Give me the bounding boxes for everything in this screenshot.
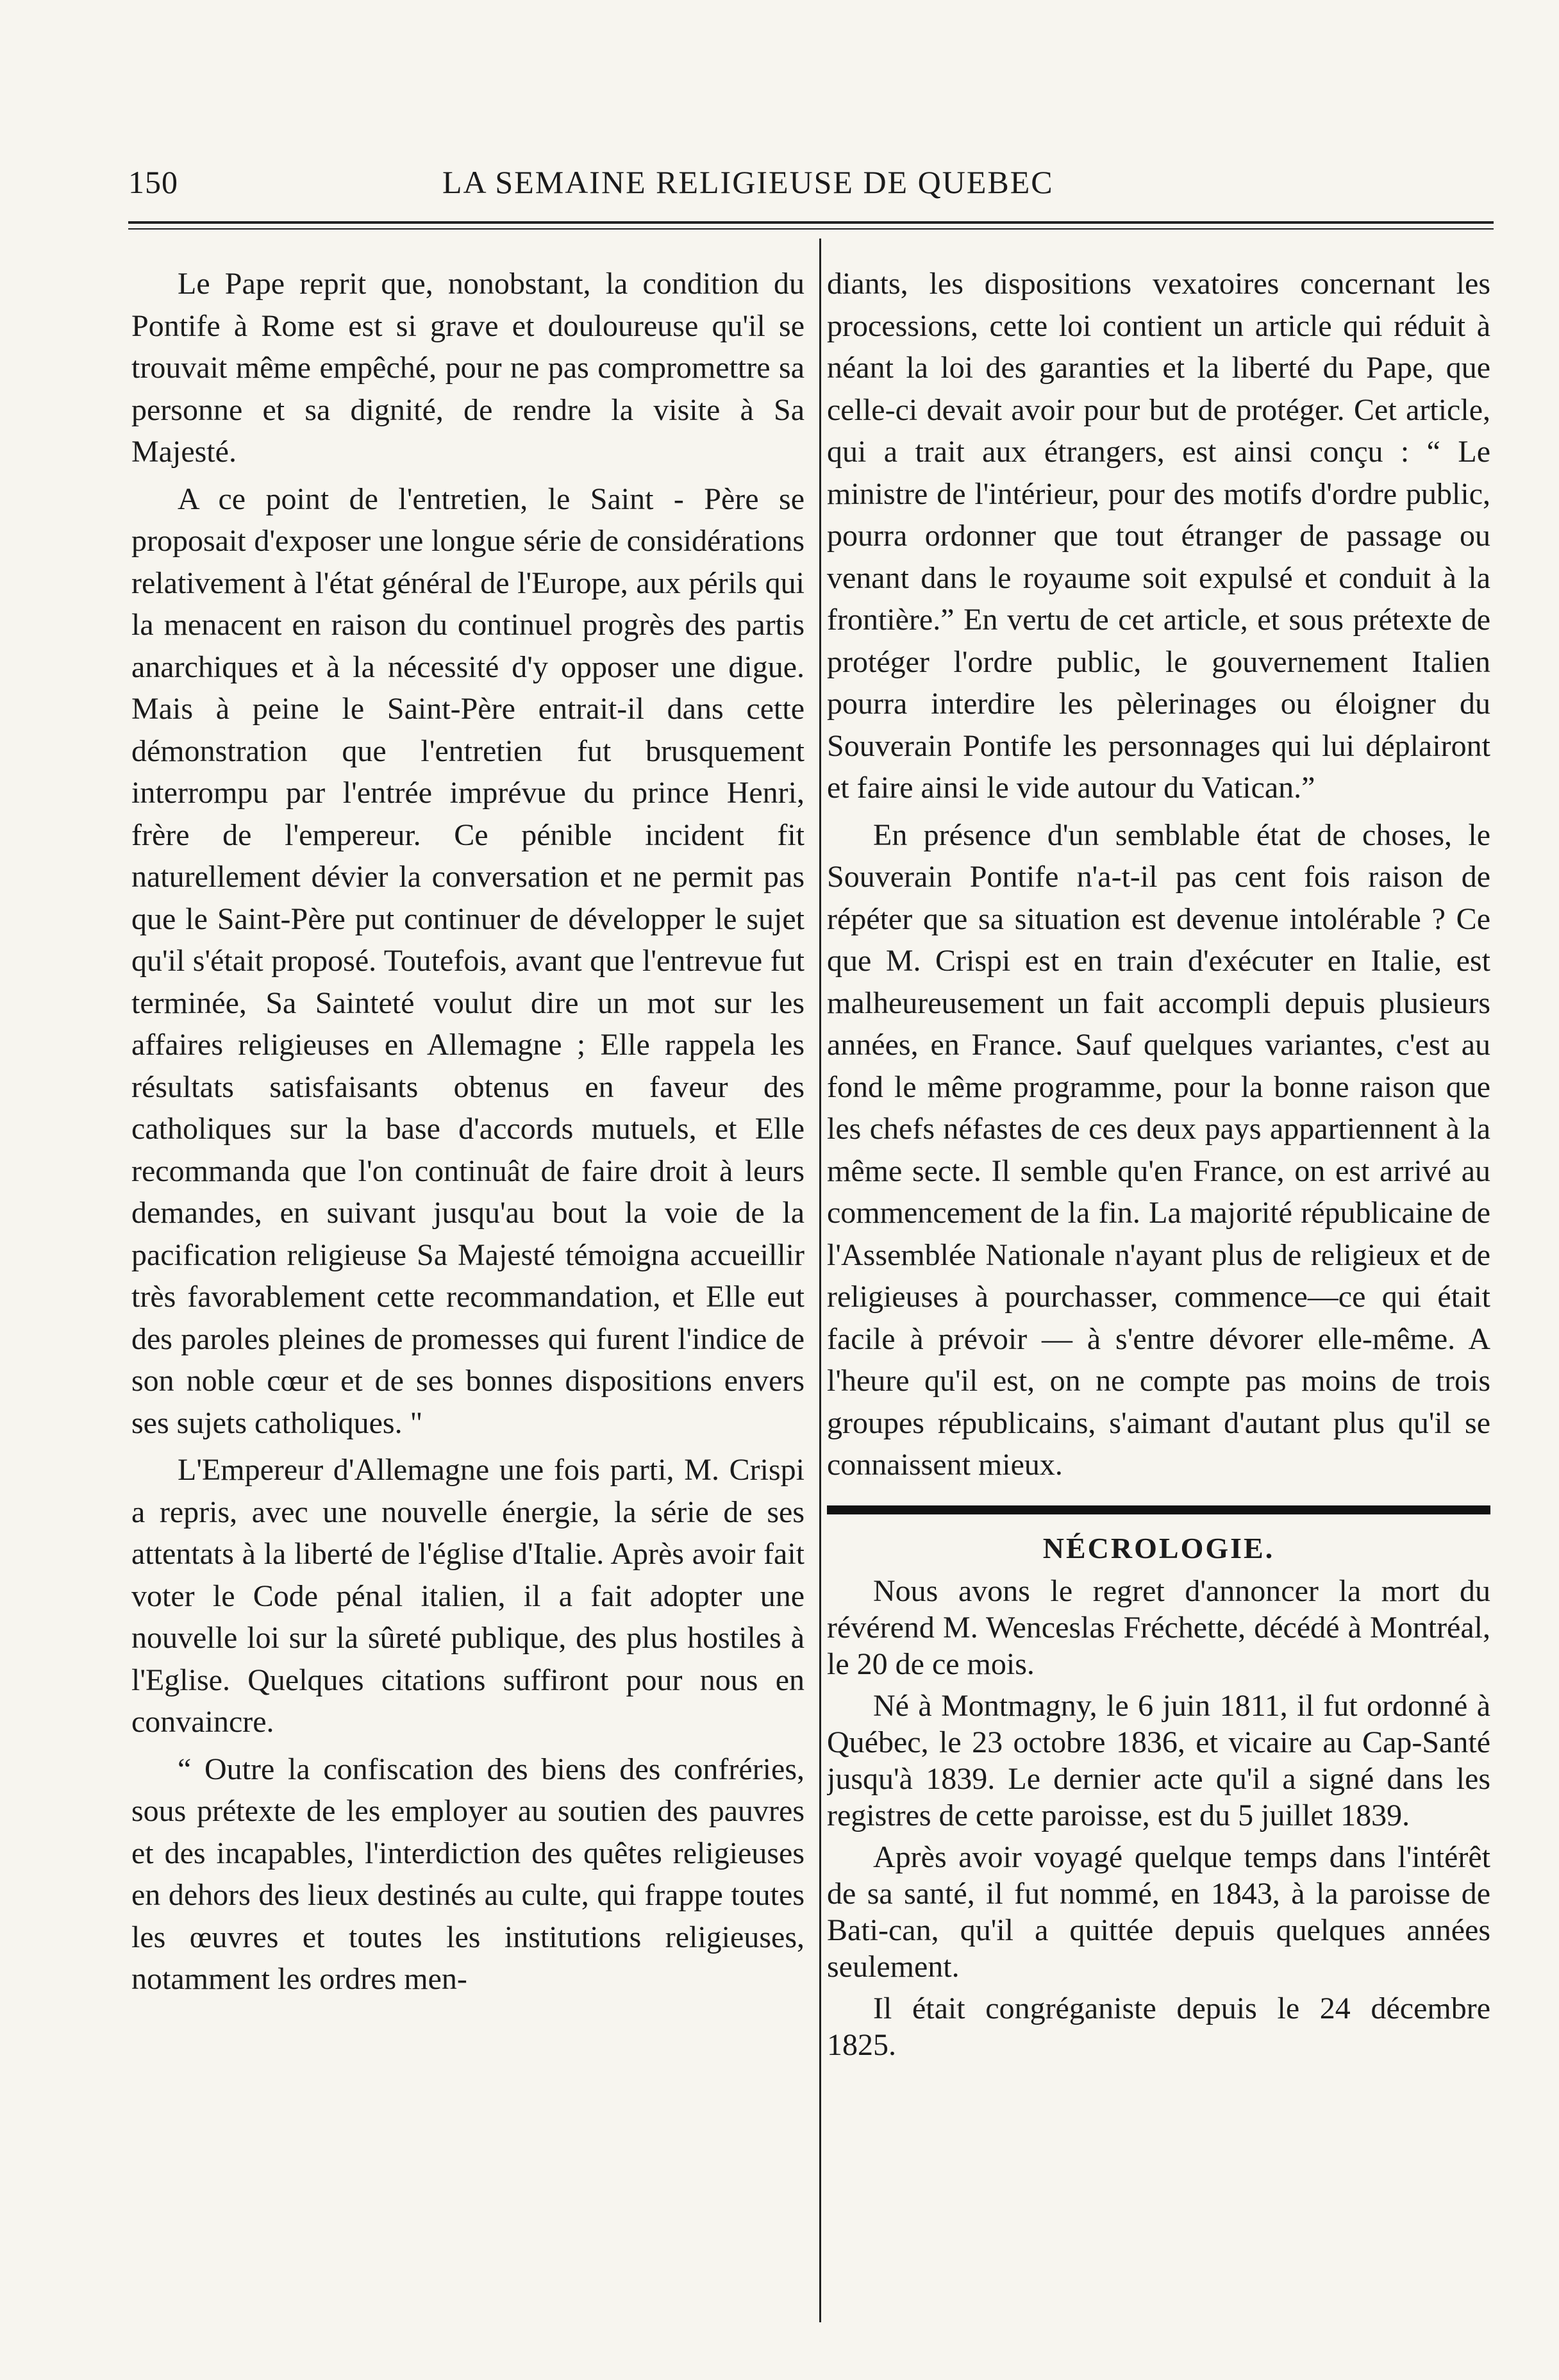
section-separator-bar [827, 1505, 1490, 1514]
paragraph: Né à Montmagny, le 6 juin 1811, il fut ordonné à Québec, le 23 octobre 1836, et vicaire au Cap-Santé jusqu'à 1839. Le dernier acte qu'il a signé dans les registres de cette paroisse, est du 5 juillet 1839. [827, 1689, 1490, 1832]
section-heading: NÉCROLOGIE. [1042, 1531, 1275, 1564]
paragraph-continuation: diants, les dispositions vexatoires concernant les processions, cette loi contient un article qui réduit à néant la loi des garanties et la liberté du Pape, que celle-ci devait avoir pour but de protéger. Cet article, qui a trait aux étrangers, est ainsi conçu : “ Le ministre de l'intérieur, pour des motifs d'ordre public, pourra ordonner que tout étranger de passage ou venant dans le royaume soit expulsé et conduit à la frontière.” En vertu de cet article, et sous prétexte de protéger l'ordre public, le gouvernement Italien pourra interdire les pèlerinages ou éloigner du Souverain Pontife les personnages qui lui déplairont et faire ainsi le vide autour du Vatican.” [827, 267, 1490, 805]
right-column [827, 263, 1490, 2302]
page-header [128, 163, 1494, 208]
paragraph: En présence d'un semblable état de choses, le Souverain Pontife n'a-t-il pas cent fois raison de répéter que sa situation est devenue intolérable ? Ce que M. Crispi est en train d'exécuter en Italie, est malheureusement un fait accompli depuis plusieurs années, en France. Sauf quelques variantes, c'est au fond le même programme, pour la bonne raison que les chefs néfastes de ces deux pays appartiennent à la même secte. Il semble qu'en France, on est arrivé au commencement de la fin. La majorité républicaine de l'Assemblée Nationale n'ayant plus de religieux et de religieuses à pourchasser, commence—ce qui était facile à prévoir — à s'entre dévorer elle-même. A l'heure qu'il est, on ne compte pas moins de trois groupes républicains, s'aimant d'autant plus qu'il se connaissent mieux. [827, 817, 1490, 1482]
paragraph: Après avoir voyagé quelque temps dans l'intérêt de sa santé, il fut nommé, en 1843, à la paroisse de Bati-can, qu'il a quittée depuis quelques années seulement. [827, 1840, 1490, 1984]
paragraph: L'Empereur d'Allemagne une fois parti, M. Crispi a repris, avec une nouvelle énergie, la série de ses attentats à la liberté de l'église d'Italie. Après avoir fait voter le Code pénal italien, il a fait adopter une nouvelle loi sur la sûreté publique, des plus hostiles à l'Eglise. Quelques citations suffiront pour nous en convaincre. [131, 1453, 805, 1739]
running-title: LA SEMAINE RELIGIEUSE DE QUEBEC [442, 164, 1054, 200]
header-rule-thick [128, 221, 1494, 224]
paragraph: Le Pape reprit que, nonobstant, la condition du Pontife à Rome est si grave et douloureuse qu'il se trouvait même empêché, pour ne pas compromettre sa personne et sa dignité, de rendre la visite à Sa Majesté. [131, 267, 805, 469]
left-column [131, 263, 805, 2302]
paragraph: “ Outre la confiscation des biens des confréries, sous prétexte de les employer au soutien des pauvres et des incapables, l'interdiction des quêtes religieuses en dehors des lieux destinés au culte, qui frappe toutes les œuvres et toutes les institutions religieuses, notamment les ordres men- [131, 1752, 805, 1996]
header-rule-thin [128, 228, 1494, 230]
page-number: 150 [128, 164, 178, 200]
paragraph: Nous avons le regret d'annoncer la mort du révérend M. Wenceslas Fréchette, décédé à Montréal, le 20 de ce mois. [827, 1574, 1490, 1681]
paragraph: Il était congréganiste depuis le 24 décembre 1825. [827, 1991, 1490, 2062]
necrology-section [827, 1505, 1490, 2064]
column-divider [819, 239, 821, 2322]
paragraph: A ce point de l'entretien, le Saint - Père se proposait d'exposer une longue série de considérations relativement à l'état général de l'Europe, aux périls qui la menacent en raison du continuel progrès des partis anarchiques et à la nécessité d'y opposer une digue. Mais à peine le Saint-Père entrait-il dans cette démonstration que l'entretien fut brusquement interrompu par l'entrée imprévue du prince Henri, frère de l'empereur. Ce pénible incident fit naturellement dévier la conversation et ne permit pas que le Saint-Père put continuer de développer le sujet qu'il s'était proposé. Toutefois, avant que l'entrevue fut terminée, Sa Sainteté voulut dire un mot sur les affaires religieuses en Allemagne ; Elle rappela les résultats satisfaisants obtenus en faveur des catholiques sur la base d'accords mutuels, et Elle recommanda que l'on continuât de faire droit à leurs demandes, en suivant jusqu'au bout la voie de la pacification religieuse Sa Majesté témoigna accueillir très favorablement cette recommandation, et Elle eut des paroles pleines de promesses qui furent l'indice de son noble cœur et de ses bonnes dispositions envers ses sujets catholiques. " [131, 482, 805, 1440]
